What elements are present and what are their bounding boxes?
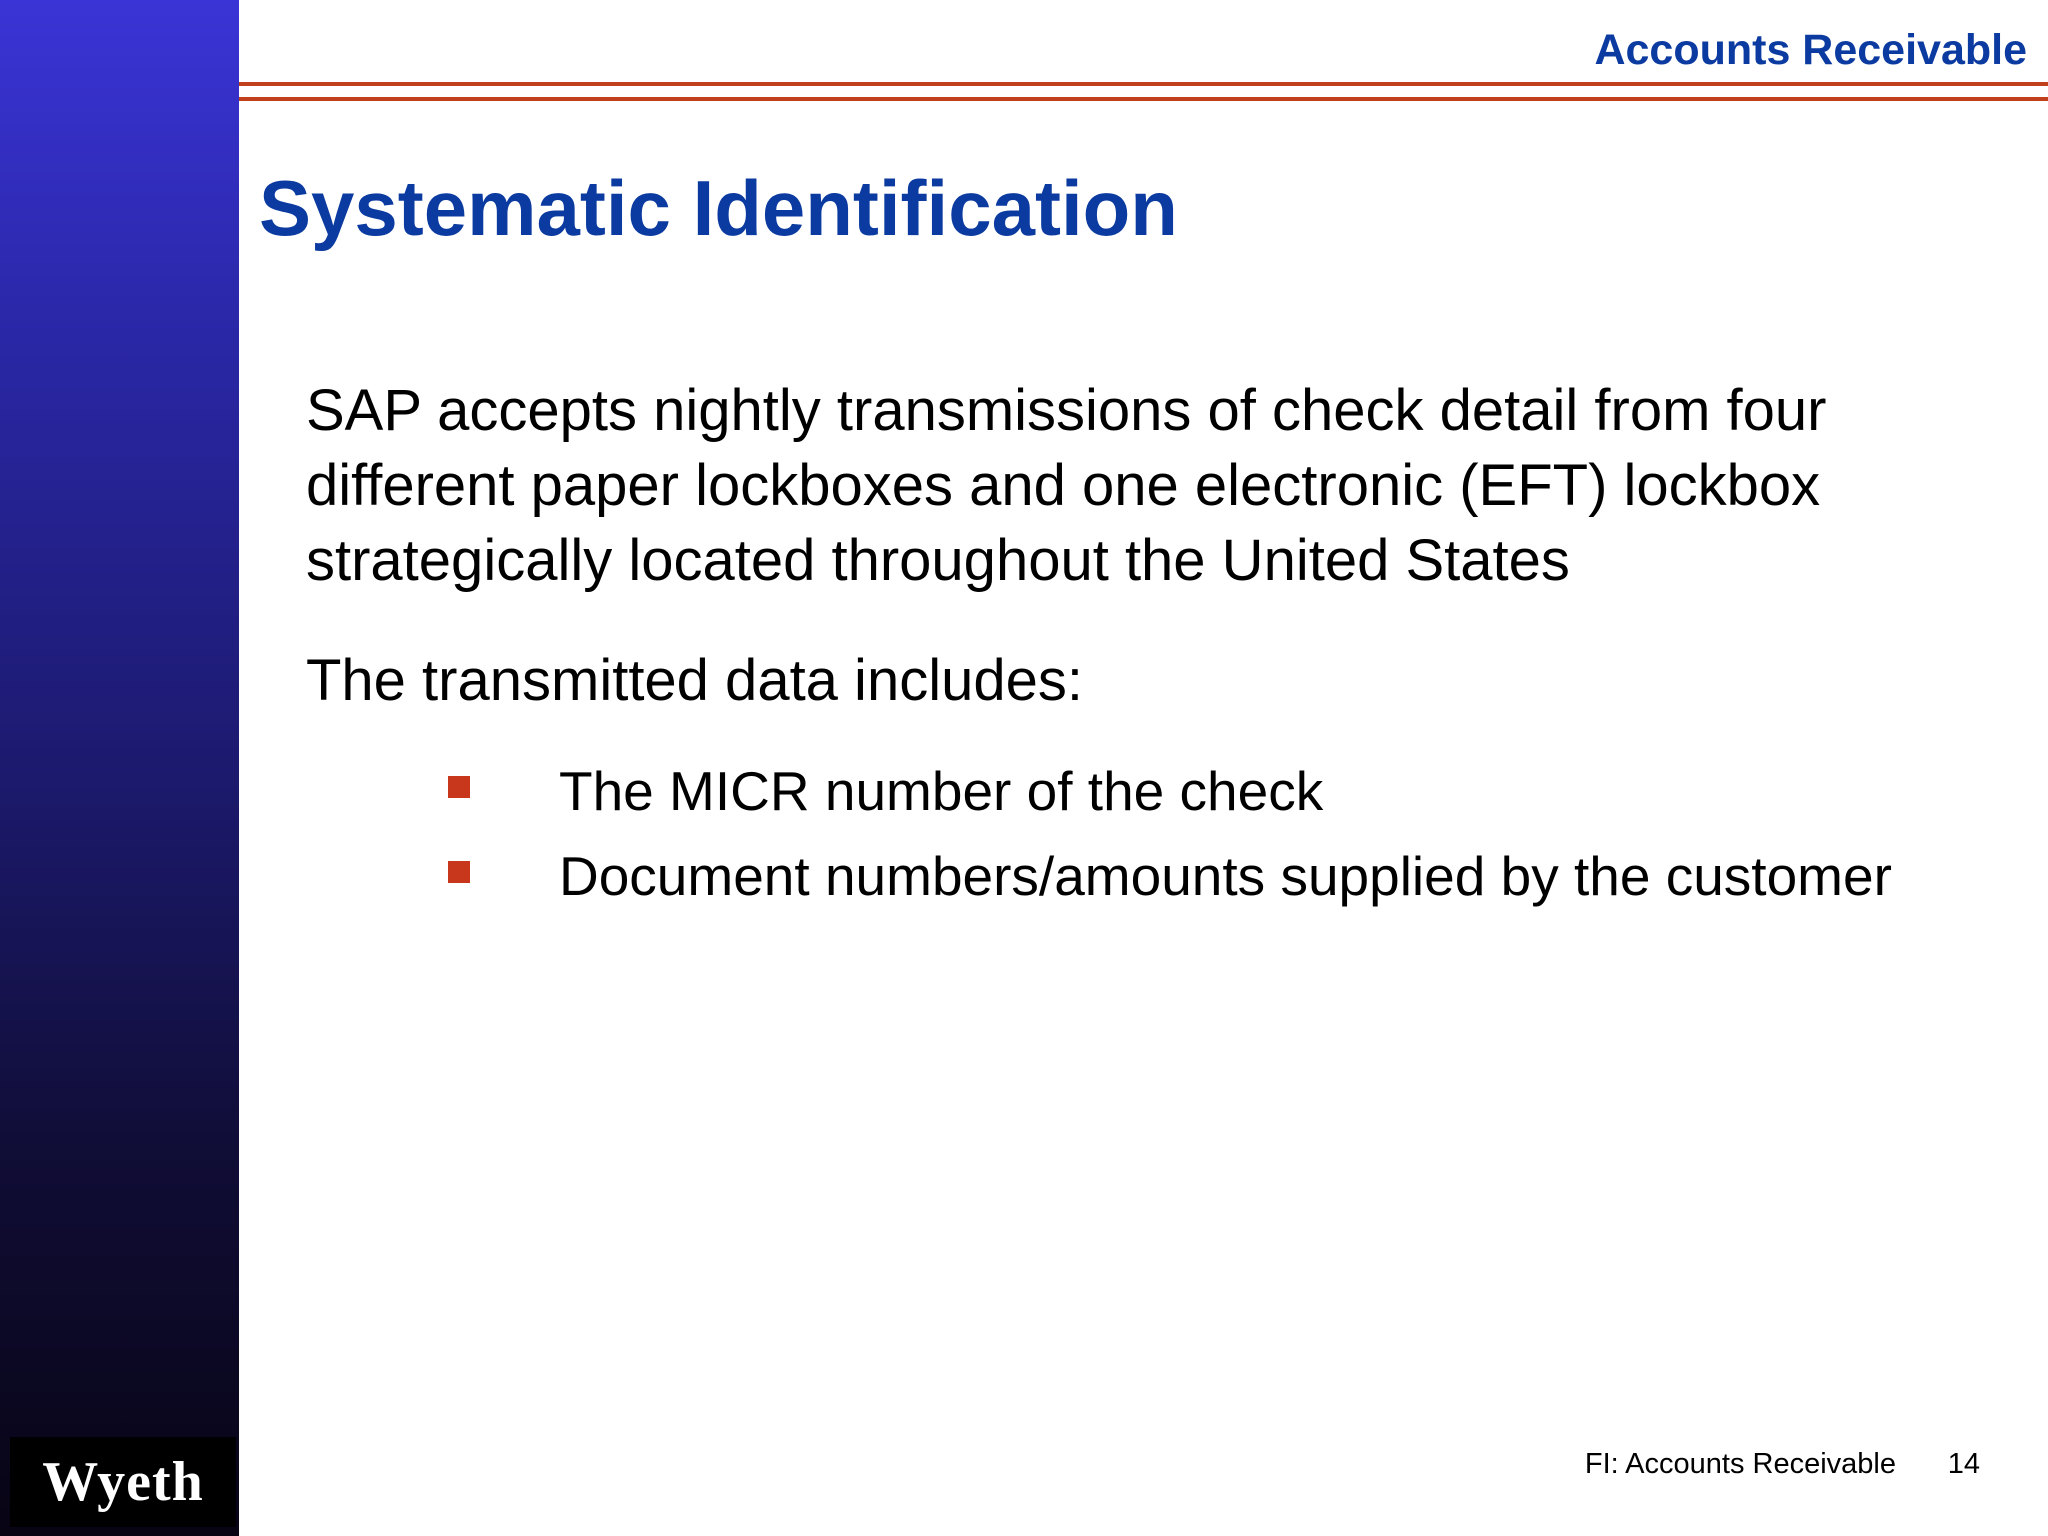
body-paragraph: SAP accepts nightly transmissions of check detail from four different paper lockboxes and one electronic (EFT) lockbox strategically located throughout the United States — [306, 378, 1827, 593]
bullet-square-icon — [448, 776, 470, 798]
body-paragraph-intro: The transmitted data includes: — [306, 648, 1083, 713]
company-logo: Wyeth — [10, 1437, 236, 1527]
page-number: 14 — [1947, 1448, 1980, 1480]
header-title: Accounts Receivable — [1594, 26, 2027, 74]
header-rule-top — [239, 82, 2048, 86]
bullet-square-icon — [448, 861, 470, 883]
bullet-item: Document numbers/amounts supplied by the customer — [559, 845, 1892, 907]
slide-title: Systematic Identification — [259, 164, 1178, 252]
bullet-item: The MICR number of the check — [559, 760, 1324, 822]
footer-label: FI: Accounts Receivable — [1584, 1448, 1896, 1480]
sidebar-gradient — [0, 0, 239, 1536]
header-rule-bottom — [239, 97, 2048, 101]
